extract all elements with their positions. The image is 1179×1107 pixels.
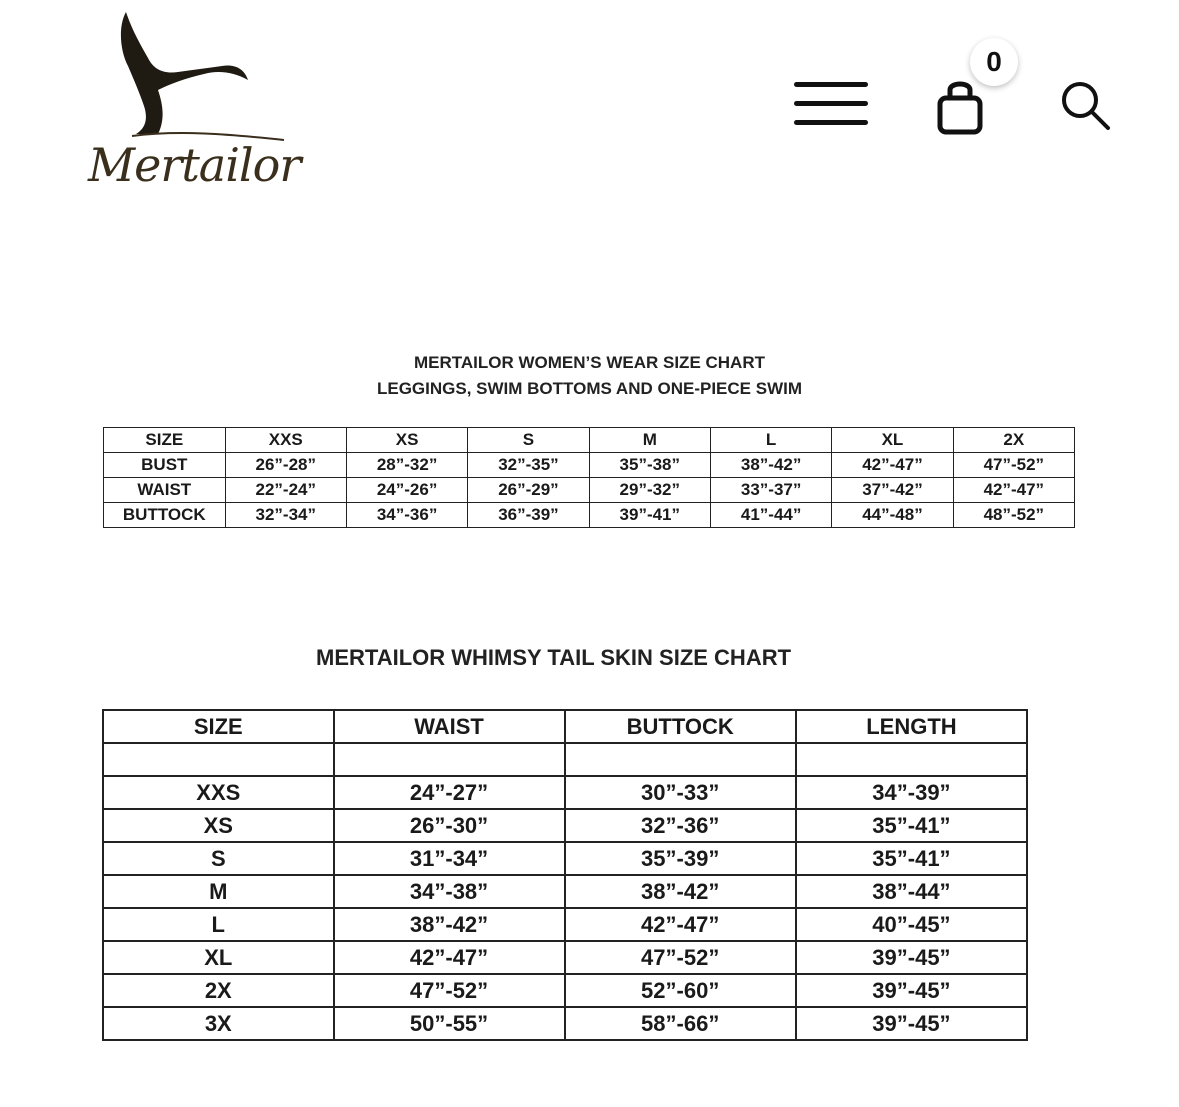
table-cell: 48”-52” bbox=[953, 503, 1074, 528]
search-button[interactable] bbox=[1058, 80, 1114, 132]
table-cell: 34”-38” bbox=[334, 875, 565, 908]
table-row-label: 2X bbox=[103, 974, 334, 1007]
table-cell: 42”-47” bbox=[565, 908, 796, 941]
table-cell: WAIST bbox=[334, 710, 565, 743]
table-cell: 38”-44” bbox=[796, 875, 1027, 908]
table-row-label: XL bbox=[103, 941, 334, 974]
table-row bbox=[104, 503, 1075, 528]
table-cell: 34”-36” bbox=[346, 503, 467, 528]
womens-chart-subtitle: LEGGINGS, SWIM BOTTOMS AND ONE-PIECE SWIM bbox=[376, 379, 802, 398]
table-cell: 28”-32” bbox=[346, 453, 467, 478]
table-cell: 37”-42” bbox=[832, 478, 953, 503]
mertailor-logo[interactable] bbox=[88, 6, 300, 206]
table-row bbox=[103, 743, 1027, 776]
table-cell: 36”-39” bbox=[468, 503, 589, 528]
table-cell: XS bbox=[346, 428, 467, 453]
table-row-label bbox=[103, 743, 334, 776]
table-cell: XL bbox=[832, 428, 953, 453]
table-cell: 39”-45” bbox=[796, 974, 1027, 1007]
table-cell: 47”-52” bbox=[565, 941, 796, 974]
table-cell: 47”-52” bbox=[334, 974, 565, 1007]
table-cell: 29”-32” bbox=[589, 478, 710, 503]
tail-chart-title: MERTAILOR WHIMSY TAIL SKIN SIZE CHART bbox=[316, 645, 792, 670]
table-cell: 58”-66” bbox=[565, 1007, 796, 1040]
table-cell: LENGTH bbox=[796, 710, 1027, 743]
womens-chart-title: MERTAILOR WOMEN’S WEAR SIZE CHART bbox=[414, 353, 765, 372]
table-cell: 40”-45” bbox=[796, 908, 1027, 941]
table-row bbox=[104, 478, 1075, 503]
table-row bbox=[103, 842, 1027, 875]
table-row-label: 3X bbox=[103, 1007, 334, 1040]
table-cell: 26”-29” bbox=[468, 478, 589, 503]
table-row bbox=[103, 875, 1027, 908]
table-cell bbox=[565, 743, 796, 776]
menu-icon-bar bbox=[794, 101, 868, 106]
table-row bbox=[103, 974, 1027, 1007]
table-cell: 24”-27” bbox=[334, 776, 565, 809]
table-row-label: BUST bbox=[104, 453, 226, 478]
table-cell: BUTTOCK bbox=[565, 710, 796, 743]
table-cell: 42”-47” bbox=[832, 453, 953, 478]
table-cell: XXS bbox=[225, 428, 346, 453]
table-cell: L bbox=[710, 428, 831, 453]
table-row bbox=[104, 453, 1075, 478]
table-row-label: SIZE bbox=[104, 428, 226, 453]
table-cell: 42”-47” bbox=[334, 941, 565, 974]
table-cell: 33”-37” bbox=[710, 478, 831, 503]
cart-button[interactable] bbox=[932, 76, 988, 138]
table-cell: 32”-35” bbox=[468, 453, 589, 478]
table-header-row bbox=[104, 428, 1075, 453]
menu-icon-bar bbox=[794, 120, 868, 125]
table-cell: 35”-41” bbox=[796, 842, 1027, 875]
table-cell: 50”-55” bbox=[334, 1007, 565, 1040]
table-header-row bbox=[103, 710, 1027, 743]
table-cell: 47”-52” bbox=[953, 453, 1074, 478]
table-row bbox=[103, 776, 1027, 809]
table-cell: 32”-36” bbox=[565, 809, 796, 842]
table-cell: 35”-41” bbox=[796, 809, 1027, 842]
table-cell: 44”-48” bbox=[832, 503, 953, 528]
mermaid-tail-icon bbox=[88, 6, 300, 146]
table-row-label: L bbox=[103, 908, 334, 941]
table-cell: S bbox=[468, 428, 589, 453]
table-row-label: BUTTOCK bbox=[104, 503, 226, 528]
table-row bbox=[103, 941, 1027, 974]
table-cell: 24”-26” bbox=[346, 478, 467, 503]
table-row-label: XS bbox=[103, 809, 334, 842]
shopping-bag-icon bbox=[932, 76, 988, 138]
table-row bbox=[103, 809, 1027, 842]
table-row-label: WAIST bbox=[104, 478, 226, 503]
table-cell: 39”-45” bbox=[796, 1007, 1027, 1040]
table-cell: 42”-47” bbox=[953, 478, 1074, 503]
table-cell: 34”-39” bbox=[796, 776, 1027, 809]
table-row bbox=[103, 908, 1027, 941]
table-cell: 32”-34” bbox=[225, 503, 346, 528]
table-cell bbox=[334, 743, 565, 776]
table-cell: 30”-33” bbox=[565, 776, 796, 809]
table-cell: 52”-60” bbox=[565, 974, 796, 1007]
table-cell: 39”-41” bbox=[589, 503, 710, 528]
menu-icon bbox=[794, 82, 868, 87]
table-cell: 39”-45” bbox=[796, 941, 1027, 974]
table-cell: M bbox=[589, 428, 710, 453]
table-cell: 22”-24” bbox=[225, 478, 346, 503]
cart-count-badge: 0 bbox=[970, 38, 1018, 86]
table-cell: 31”-34” bbox=[334, 842, 565, 875]
table-cell: 38”-42” bbox=[334, 908, 565, 941]
table-cell: 41”-44” bbox=[710, 503, 831, 528]
table-row-label: SIZE bbox=[103, 710, 334, 743]
logo-wordmark: Mertailor bbox=[88, 138, 301, 192]
menu-button[interactable] bbox=[794, 82, 868, 128]
table-cell: 2X bbox=[953, 428, 1074, 453]
table-cell bbox=[796, 743, 1027, 776]
table-cell: 35”-38” bbox=[589, 453, 710, 478]
womens-size-table bbox=[103, 427, 1075, 528]
table-row bbox=[103, 1007, 1027, 1040]
search-icon bbox=[1058, 80, 1114, 132]
table-row-label: XXS bbox=[103, 776, 334, 809]
table-cell: 26”-28” bbox=[225, 453, 346, 478]
table-cell: 38”-42” bbox=[710, 453, 831, 478]
table-row-label: M bbox=[103, 875, 334, 908]
table-row-label: S bbox=[103, 842, 334, 875]
table-cell: 38”-42” bbox=[565, 875, 796, 908]
tail-size-table bbox=[102, 709, 1028, 1041]
table-cell: 35”-39” bbox=[565, 842, 796, 875]
table-cell: 26”-30” bbox=[334, 809, 565, 842]
